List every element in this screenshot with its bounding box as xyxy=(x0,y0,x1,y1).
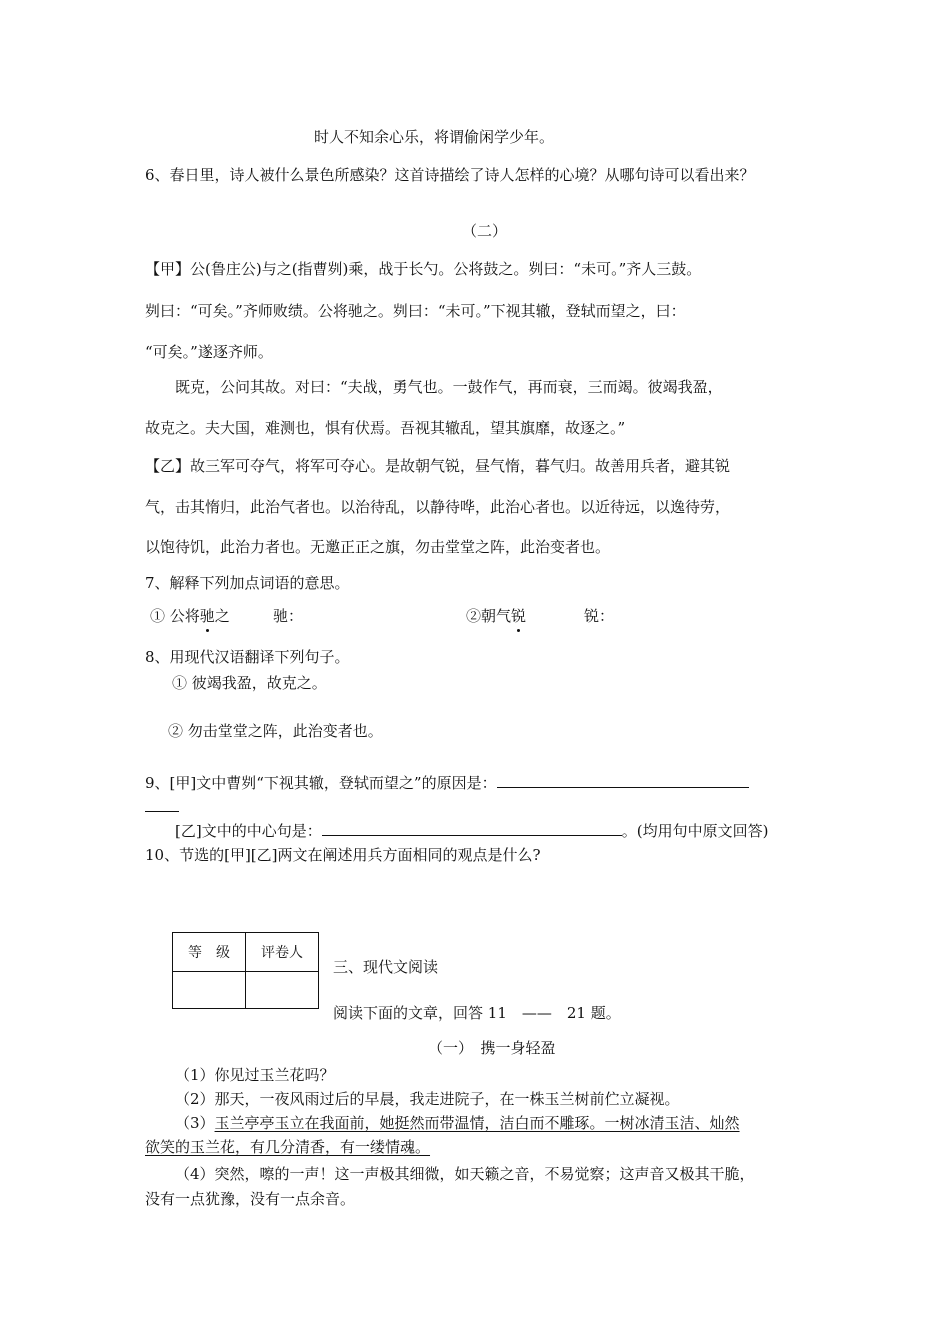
paragraph-4-line-1: （4）突然，嚓的一声！这一声极其细微，如天籁之音，不易觉察；这声音又极其干脆， xyxy=(175,1165,755,1183)
question-6: 6、春日里，诗人被什么景色所感染？这首诗描绘了诗人怎样的心境？从哪句诗可以看出来？ xyxy=(145,166,755,184)
passage-jia-line: 故克之。夫大国，难测也，惧有伏焉。吾视其辙乱，望其旗靡，故逐之。” xyxy=(145,419,626,437)
section-2-title: （二） xyxy=(462,222,508,240)
paragraph-3-line-2: 欲笑的玉兰花，有几分清香，有一缕情魂。 xyxy=(145,1138,431,1156)
answer-blank[interactable] xyxy=(497,773,749,788)
question-8-sentence-2: ② 勿击堂堂之阵，此治变者也。 xyxy=(168,722,383,740)
paragraph-1: （1）你见过玉兰花吗？ xyxy=(175,1066,335,1084)
poem-last-line: 时人不知余心乐，将谓偷闲学少年。 xyxy=(314,128,555,146)
article-title: （一） 携一身轻盈 xyxy=(428,1039,556,1057)
question-10: 10、节选的[甲][乙]两文在阐述用兵方面相同的观点是什么? xyxy=(145,846,541,864)
question-7-item-1 xyxy=(150,606,230,626)
question-7-word-1: 驰： xyxy=(273,607,304,625)
passage-jia-line: 【甲】公(鲁庄公)与之(指曹刿)乘，战于长勺。公将鼓之。刿曰：“未可。”齐人三鼓。 xyxy=(145,260,702,278)
question-9-part-1 xyxy=(145,773,749,793)
grade-cell[interactable] xyxy=(173,972,246,1009)
passage-yi-line: 以饱待饥，此治力者也。无邀正正之旗，勿击堂堂之阵，此治变者也。 xyxy=(145,538,611,556)
section-3-title: 三、现代文阅读 xyxy=(333,958,439,976)
dotted-word-chi: 驰 xyxy=(199,607,215,625)
question-9-part-1-text: 9、[甲]文中曹刿“下视其辙，登轼而望之”的原因是： xyxy=(145,774,497,792)
question-8-title: 8、用现代汉语翻译下列句子。 xyxy=(145,648,350,666)
paragraph-3-line-1 xyxy=(175,1113,740,1133)
paragraph-3-label: （3） xyxy=(175,1114,215,1132)
passage-jia-line: 既克，公问其故。对曰：“夫战，勇气也。一鼓作气，再而衰，三而竭。彼竭我盈， xyxy=(175,378,723,396)
question-8-sentence-1: ① 彼竭我盈，故克之。 xyxy=(172,674,327,692)
question-7-item-2 xyxy=(466,606,526,626)
dotted-word-rui: 锐 xyxy=(511,607,527,625)
section-3-instructions: 阅读下面的文章，回答 11 —— 21 题。 xyxy=(333,1004,621,1022)
question-9-part-2-note: 。(均用句中原文回答) xyxy=(621,822,769,840)
passage-yi-line: 【乙】故三军可夺气，将军可夺心。是故朝气锐，昼气惰，暮气归。故善用兵者，避其锐 xyxy=(145,457,731,475)
question-7-word-2: 锐： xyxy=(584,607,615,625)
item-1-suffix: 之 xyxy=(214,607,230,625)
underlined-text: 玉兰亭亭玉立在我面前，她挺然而带温情，洁白而不雕琢。一树冰清玉洁、灿然 xyxy=(214,1114,740,1132)
grade-header: 等 级 xyxy=(173,933,246,972)
paragraph-4-line-2: 没有一点犹豫，没有一点余音。 xyxy=(145,1190,356,1208)
question-7-title: 7、解释下列加点词语的意思。 xyxy=(145,574,350,592)
question-9-part-2 xyxy=(175,821,768,841)
grade-table xyxy=(172,932,319,1009)
passage-yi-line: 气，击其惰归，此治气者也。以治待乱，以静待哗，此治心者也。以近待远，以逸待劳， xyxy=(145,498,731,516)
paragraph-2: （2）那天，一夜风雨过后的早晨，我走进院子，在一株玉兰树前伫立凝视。 xyxy=(175,1090,680,1108)
grader-cell[interactable] xyxy=(246,972,319,1009)
grader-header: 评卷人 xyxy=(246,933,319,972)
passage-jia-line: 刿曰：“可矣。”齐师败绩。公将驰之。刿曰：“未可。”下视其辙，登轼而望之，曰： xyxy=(145,302,686,320)
item-2-prefix: ②朝气 xyxy=(466,607,512,625)
question-9-part-2-text: [乙]文中的中心句是： xyxy=(175,822,322,840)
passage-jia-line: “可矣。”遂逐齐师。 xyxy=(145,343,273,361)
item-1-prefix: ① 公将 xyxy=(150,607,200,625)
answer-blank-continued[interactable] xyxy=(145,797,179,812)
answer-blank[interactable] xyxy=(322,821,622,836)
